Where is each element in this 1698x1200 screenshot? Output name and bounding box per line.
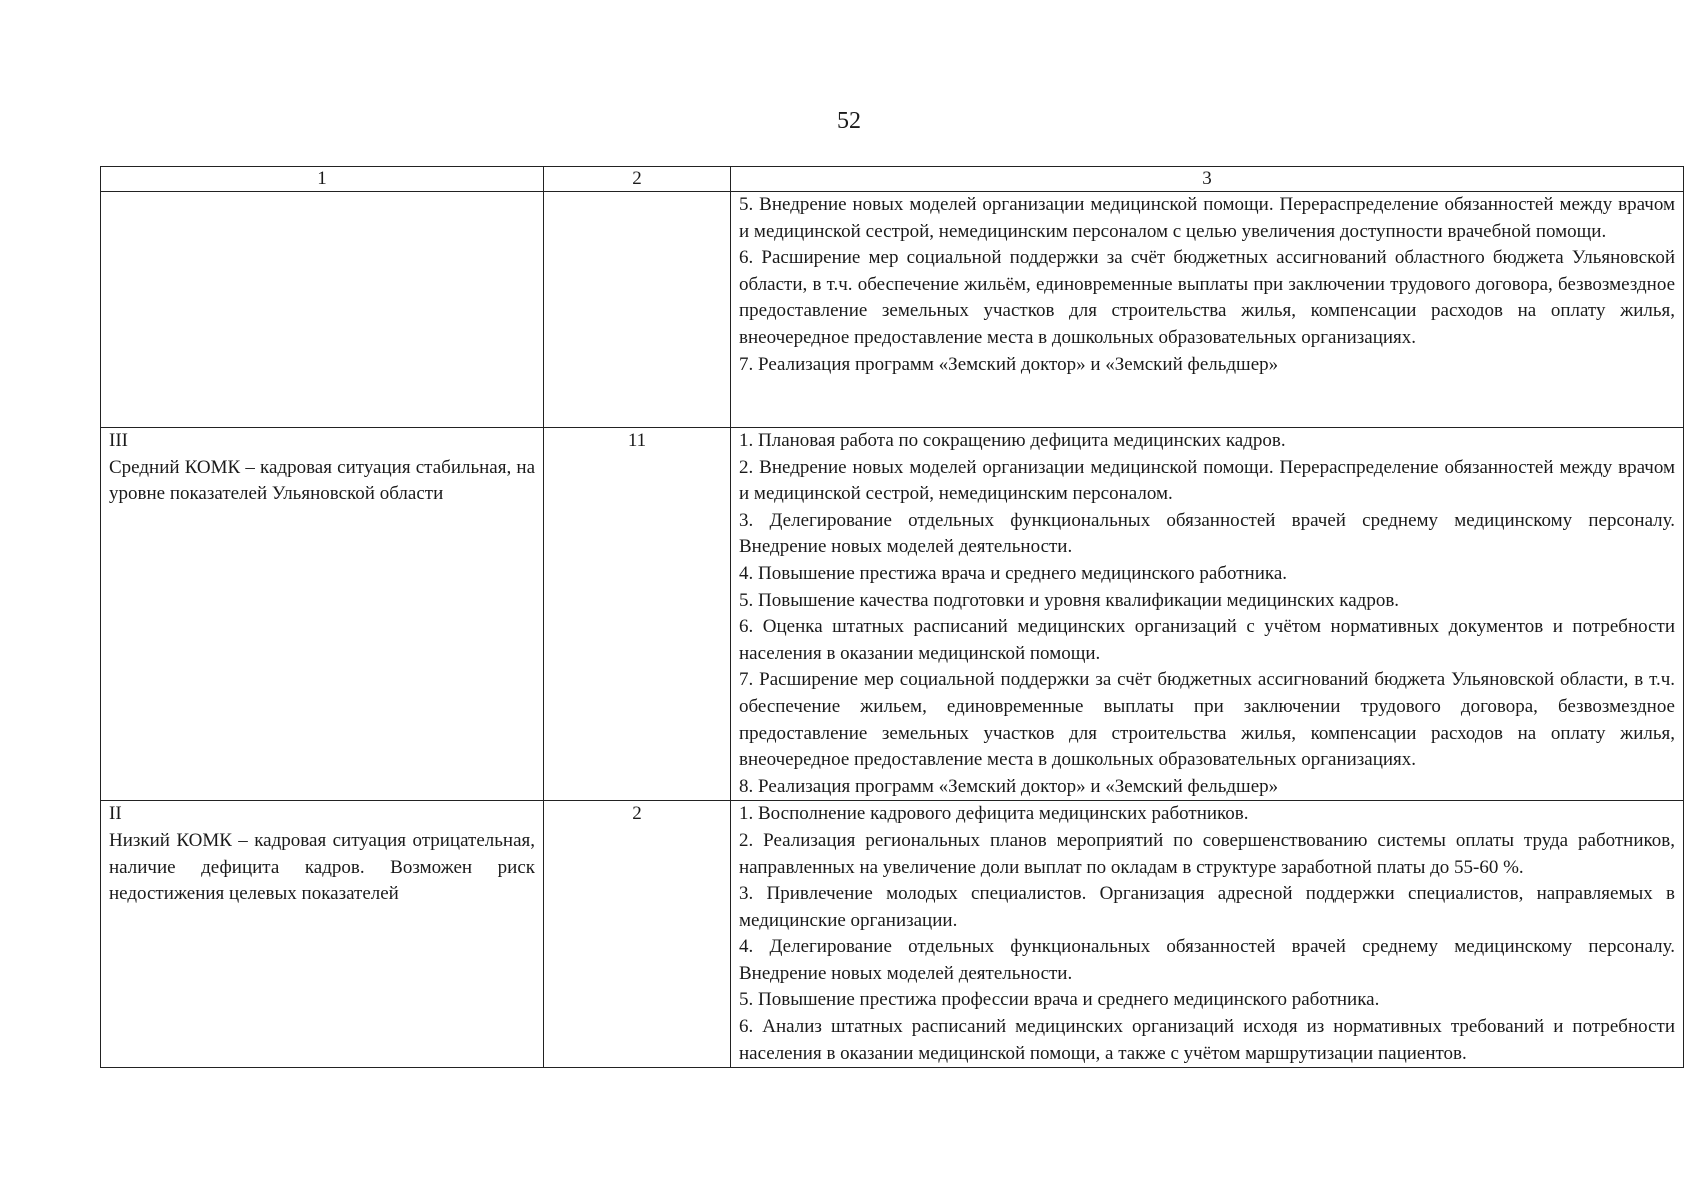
table-row [101,428,1684,801]
measure-item: 4. Повышение престижа врача и среднего медицинского работника. [739,562,1288,584]
measures-cell [731,428,1684,801]
table-row [101,192,1684,428]
level-label: III [109,430,128,451]
table-row [101,801,1684,1068]
measures-cell [731,192,1684,428]
count-cell: 2 [544,801,731,1068]
measure-item: 4. Делегирование отдельных функциональных обязанностей врачей среднему медицинскому персоналу. Внедрение новых моделей деятельности. [739,936,1675,984]
count-cell: 11 [544,428,731,801]
measure-item: 7. Реализация программ «Земский доктор» и «Земский фельдшер» [739,353,1279,375]
count-cell [544,192,731,428]
measure-item: 8. Реализация программ «Земский доктор» и «Земский фельдшер» [739,775,1279,797]
measure-item: 6. Оценка штатных расписаний медицинских организаций с учётом нормативных документов и потребности населения в оказании медицинской помощи. [739,616,1675,664]
measure-item: 3. Делегирование отдельных функциональных обязанностей врачей среднему медицинскому персоналу. Внедрение новых моделей деятельности. [739,509,1675,558]
measure-item: 3. Привлечение молодых специалистов. Организация адресной поддержки специалистов, направляемых в медицинские организации. [739,883,1675,931]
measures-cell [731,801,1684,1068]
measure-item: 5. Повышение качества подготовки и уровня квалификации медицинских кадров. [739,589,1400,611]
measure-item: 6. Анализ штатных расписаний медицинских организаций исходя из нормативных требований и потребности населения в оказании медицинской помощи, а также с учётом маршрутизации пациентов. [739,1016,1675,1064]
level-cell [101,428,544,801]
measure-item: 5. Внедрение новых моделей организации медицинской помощи. Перераспределение обязанностей между врачом и медицинской сестрой, немедицинским персоналом с целью увеличения доступности врачебной помощи. [739,194,1675,242]
column-header: 1 [101,167,544,192]
measure-item: 7. Расширение мер социальной поддержки за счёт бюджетных ассигнований бюджета Ульяновской области, в т.ч. обеспечение жильем, единовременные выплаты при заключении трудового договора, безвозмездное предоставление земельных участков для строительства жилья, компенсации расходов на оплату жилья, внеочередное предоставление места в дошкольных образовательных организациях. [739,669,1675,771]
level-label: II [109,803,122,825]
level-description: Низкий КОМК – кадровая ситуация отрицательная, наличие дефицита кадров. Возможен риск недостижения целевых показателей [109,829,535,905]
measure-item: 2. Реализация региональных планов мероприятий по совершенствованию системы оплаты труда работников, направленных на увеличение доли выплат по окладам в структуре заработной платы до 55-60 %. [739,829,1675,878]
column-header: 3 [731,167,1684,192]
measures-table [100,166,1684,1068]
level-cell [101,801,544,1068]
level-cell [101,192,544,428]
measure-item: 2. Внедрение новых моделей организации медицинской помощи. Перераспределение обязанностей между врачом и медицинской сестрой, немедицинским персоналом. [739,456,1675,505]
table-header-row [101,167,1684,192]
column-header: 2 [544,167,731,192]
measure-item: 6. Расширение мер социальной поддержки за счёт бюджетных ассигнований областного бюджета Ульяновской области, в т.ч. обеспечение жильём, единовременные выплаты при заключении трудового договора, безвозмездное предоставление земельных участков для строительства жилья, компенсации расходов на оплату жилья, внеочередное предоставление места в дошкольных образовательных организациях. [739,247,1675,348]
measure-item: 5. Повышение престижа профессии врача и среднего медицинского работника. [739,989,1380,1011]
level-description: Средний КОМК – кадровая ситуация стабильная, на уровне показателей Ульяновской области [109,456,535,505]
measure-item: 1. Восполнение кадрового дефицита медицинских работников. [739,803,1249,825]
measure-item: 1. Плановая работа по сокращению дефицита медицинских кадров. [739,430,1286,451]
page-number: 52 [837,108,861,134]
